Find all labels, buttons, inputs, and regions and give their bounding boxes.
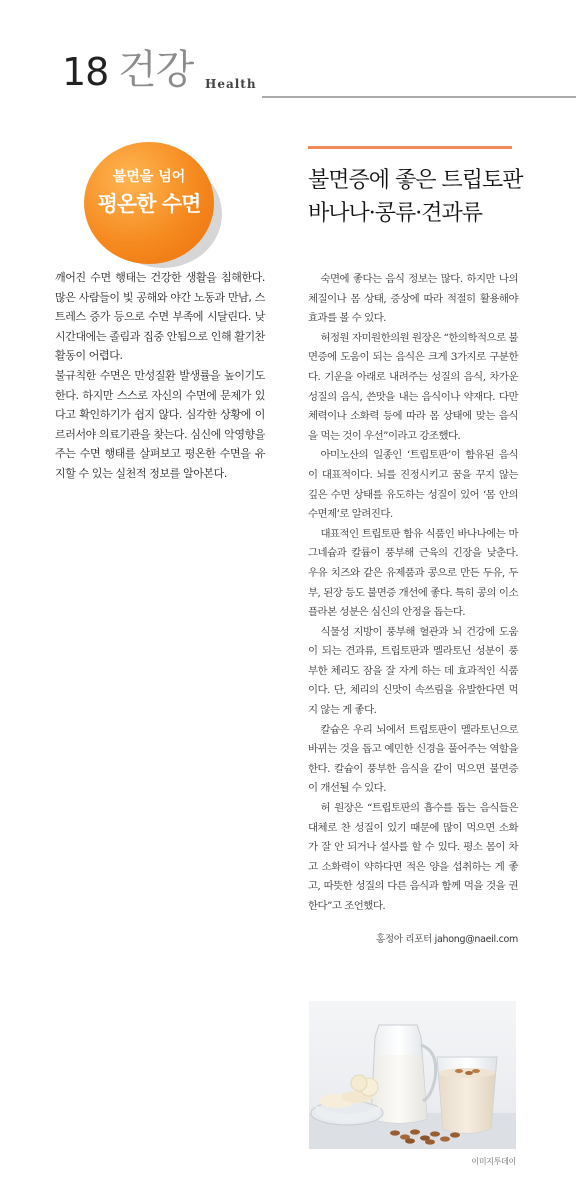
section-title-english: Health — [205, 77, 257, 91]
intro-paragraph: 불규칙한 수면은 만성질환 발생률을 높이기도 한다. 하지만 스스로 자신의 수면에 문제가 있다고 확인하기가 쉽지 않다. 심각한 상황에 이르러서야 의료기관을 찾는다. 심신에 악영향을 주는 수면 행태를 살펴보고 평온한 수면을 유지할 수 있는 실천적 정보를 알아본다. — [55, 368, 265, 480]
headline-line-1: 불면증에 좋은 트립토판 — [308, 168, 523, 193]
page-number: 18 — [62, 50, 109, 94]
body-paragraph: 대표적인 트립토판 함유 식품인 바나나에는 마그네슘과 칼륨이 풍부해 근육의 긴장을 낮춘다. 우유 치즈와 같은 유제품과 콩으로 만든 두유, 두부, 된장 등도 불면증 개선에 좋다. 특히 콩의 이소플라본 성분은 심신의 안정을 돕는다. — [308, 527, 518, 619]
intro-text — [55, 268, 265, 484]
body-paragraph: 허정원 자미원한의원 원장은 “한의학적으로 불면증에 도움이 되는 음식은 크게 3가지로 구분한다. 기운을 아래로 내려주는 성질의 음식, 차가운 성질의 음식, 쓴맛을 내는 음식이나 약재다. 다만 체력이나 소화력 등에 따라 몸 상태에 맞는 음식을 먹는 것이 우선”이라고 강조했다. — [308, 331, 518, 442]
topic-badge — [84, 142, 214, 264]
body-paragraph: 허 원장은 “트립토판의 흡수를 돕는 음식들은 대체로 찬 성질이 있기 때문에 많이 먹으면 소화가 잘 안 되거나 설사를 할 수 있다. 평소 몸이 차고 소화력이 약하다면 적은 양을 섭취하는 게 좋고, 따뜻한 성질의 다른 음식과 함께 먹을 것을 권한다”고 조언했다. — [308, 802, 518, 912]
article-headline — [308, 164, 568, 230]
body-paragraph: 칼슘은 우리 뇌에서 트립토판이 멜라토닌으로 바뀌는 것을 돕고 예민한 신경을 풀어주는 역할을 한다. 칼슘이 풍부한 음식을 같이 먹으면 불면증이 개선될 수 있다. — [308, 723, 518, 795]
header-rule — [262, 96, 576, 98]
reporter-byline: 홍정아 리포터 jahong@naeil.com — [375, 934, 518, 945]
milk-banana-almond-photo — [309, 1001, 516, 1149]
body-paragraph: 아미노산의 일종인 ‘트립토판’이 함유된 음식이 대표적이다. 뇌를 진정시키고 꿈을 꾸지 않는 깊은 수면 상태를 유도하는 성질이 있어 ‘몸 안의 수면제’로 알려진다. — [308, 449, 518, 521]
badge-subtitle: 불면을 넘어 — [112, 169, 186, 185]
headline-accent-rule — [308, 146, 512, 149]
section-title-korean: 건강 — [118, 47, 194, 93]
page-header — [0, 0, 576, 110]
body-paragraph: 숙면에 좋다는 음식 정보는 많다. 하지만 나의 체질이나 몸 상태, 증상에 따라 적절히 활용해야 효과를 볼 수 있다. — [308, 273, 518, 325]
body-paragraph: 식물성 지방이 풍부해 혈관과 뇌 건강에 도움이 되는 견과류, 트립토판과 멜라토닌 성분이 풍부한 체리도 잠을 잘 자게 하는 데 효과적인 식품이다. 단, 체리의 신맛이 속쓰림을 유발한다면 먹지 않는 게 좋다. — [308, 625, 518, 717]
almond-milk-glass — [437, 1057, 497, 1133]
photo-caption: 이미지투데이 — [471, 1157, 516, 1166]
article-body — [308, 270, 518, 917]
photo-illustration — [309, 1001, 516, 1149]
badge-title: 평온한 수면 — [97, 192, 201, 216]
headline-line-2: 바나나·콩류·견과류 — [308, 201, 483, 226]
intro-paragraph: 깨어진 수면 행태는 건강한 생활을 침해한다. 많은 사람들이 빛 공해와 야간 노동과 만남, 스트레스 증가 등으로 수면 부족에 시달린다. 낮 시간대에는 졸림과 집중 안됨으로 인해 활기찬 활동이 어렵다. — [55, 271, 265, 363]
